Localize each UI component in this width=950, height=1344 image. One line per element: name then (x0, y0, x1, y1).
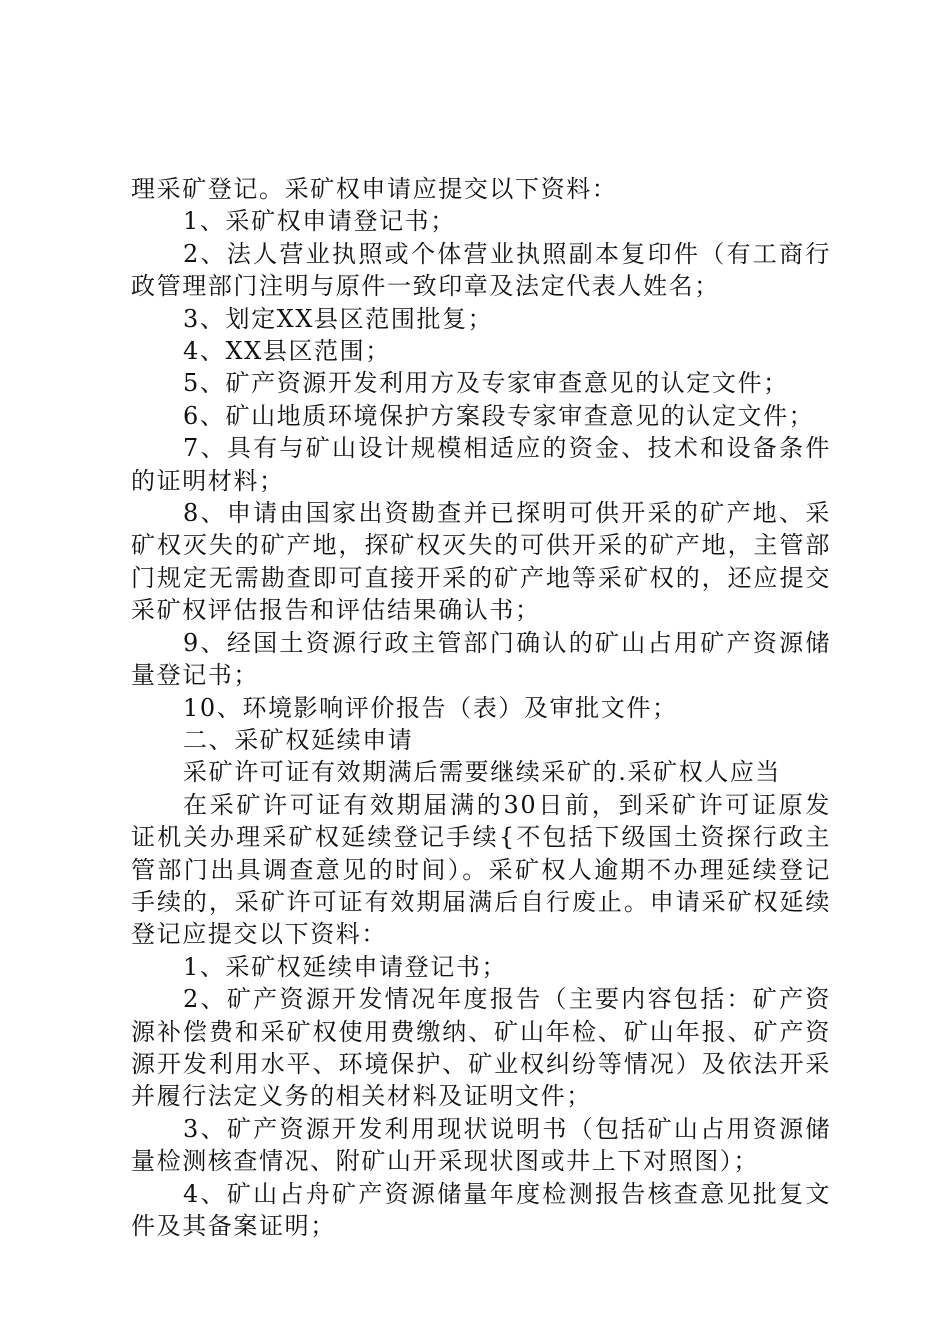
renewal-item-2: 2、矿产资源开发情况年度报告（主要内容包括：矿产资源补偿费和采矿权使用费缴纳、矿山年检、矿山年报、矿产资源开发利用水平、环境保护、矿业权纠纷等情况）及依法开采并履行法定义务的相关材料及证明文件； (131, 985, 831, 1111)
list-item-5: 5、矿产资源开发利用方及专家审查意见的认定文件； (183, 369, 789, 398)
list-item-2: 2、法人营业执照或个体营业执照副本复印件（有工商行政管理部门注明与原件一致印章及法定代表人姓名； (131, 239, 831, 301)
list-item-9: 9、经国土资源行政主管部门确认的矿山占用矿产资源储量登记书； (131, 628, 831, 690)
paragraph-intro: 采矿许可证有效期满后需要继续采矿的.采矿权人应当 (183, 758, 782, 787)
list-item-6: 6、矿山地质环境保护方案段专家审查意见的认定文件； (183, 401, 815, 430)
list-item-4: 4、XX县区范围； (183, 337, 391, 366)
renewal-item-1: 1、采矿权延续申请登记书； (183, 952, 508, 981)
list-item-8: 8、申请由国家出资勘查并已探明可供开采的矿产地、采矿权灭失的矿产地，探矿权灭失的可供开采的矿产地，主管部门规定无需勘查即可直接开采的矿产地等采矿权的，还应提交采矿权评估报告和评估结果确认书； (131, 499, 831, 625)
list-item-7: 7、具有与矿山设计规模相适应的资金、技术和设备条件的证明材料； (131, 434, 831, 495)
list-item-10: 10、环境影响评价报告（表）及审批文件； (183, 693, 678, 722)
renewal-item-4: 4、矿山占舟矿产资源储量年度检测报告核查意见批复文件及其备案证明； (131, 1179, 831, 1240)
document-body (131, 173, 831, 1242)
section-heading: 二、采矿权延续申请 (183, 725, 414, 754)
list-item-1: 1、采矿权申请登记书； (183, 207, 456, 236)
paragraph-continuation: 理采矿登记。采矿权申请应提交以下资料： (131, 175, 618, 203)
paragraph-body: 在采矿许可证有效期届满的30日前，到采矿许可证原发证机关办理采矿权延续登记手续{不包括下级国土资探行政主管部门出具调查意见的时间）。采矿权人逾期不办理延续登记手续的，采矿许可证有效期届满后自行废止。申请采矿权延续登记应提交以下资料： (131, 790, 831, 949)
list-item-3: 3、划定XX县区范围批复； (183, 304, 494, 333)
renewal-item-3: 3、矿产资源开发利用现状说明书（包括矿山占用资源储量检测核查情况、附矿山开采现状图或井上下对照图）； (131, 1114, 831, 1176)
